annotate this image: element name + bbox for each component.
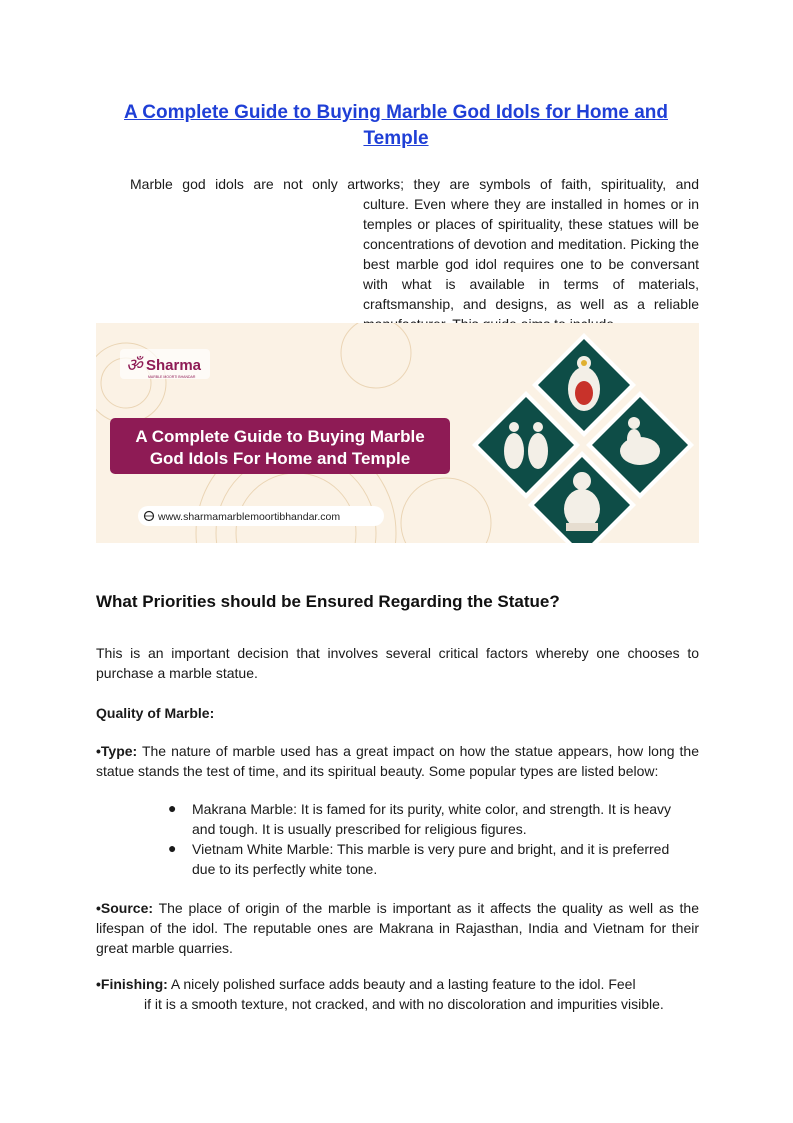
brand-subtitle: MARBLE MOORTI BHANDAR (148, 375, 196, 379)
finishing-text-line1: A nicely polished surface adds beauty and a lasting feature to the idol. Feel (170, 976, 636, 992)
brand-logo (120, 349, 210, 379)
page-title[interactable]: A Complete Guide to Buying Marble God Idols for Home and Temple (124, 102, 668, 149)
section-intro: This is an important decision that involves several critical factors whereby one chooses to purchase a marble statue. (96, 645, 699, 681)
sub-bullet: ● (168, 800, 177, 816)
intro-paragraph: culture. Even where they are installed in homes or in temples or places of spirituality, these statues will be concentrations of devotion and meditation. Picking the best marble god idol requires one to be conversant with what is available in terms of materials, craftsmanship, and designs, as well as a reliable (363, 196, 699, 312)
intro-paragraph-first-line: Marble god idols are not only artworks; they are symbols of faith, spirituality, and (130, 176, 699, 192)
section-heading: What Priorities should be Ensured Regarding the Statue? (96, 592, 560, 611)
sub-bullet: ● (168, 840, 177, 856)
source-text: The place of origin of the marble is important as it affects the quality as well as the lifespan of the idol. The reputable ones are Makrana in Rajasthan, India and Vietnam for their great marble quarries. (96, 900, 700, 956)
bullet: • (96, 743, 101, 759)
source-paragraph (96, 898, 699, 958)
banner-headline-line1: A Complete Guide to Buying Marble (135, 427, 425, 446)
finishing-paragraph (96, 974, 699, 994)
quality-heading: Quality of Marble: (96, 705, 215, 721)
svg-text:ॐ: ॐ (126, 355, 143, 376)
list-item-vietnam: Vietnam White Marble: This marble is very pure and bright, and it is preferred due to its perfectly white tone. (192, 841, 670, 877)
website-url: www.sharmamarblemoortibhandar.com (158, 511, 341, 523)
bullet: • (96, 900, 101, 916)
finishing-label: Finishing: (100, 976, 168, 992)
banner-image (96, 323, 699, 543)
source-label: Source: (100, 900, 154, 916)
bullet: • (96, 976, 101, 992)
list-item-makrana: Makrana Marble: It is famed for its purity, white color, and strength. It is heavy and tough. It is usually prescribed for religious figures. (192, 801, 672, 837)
brand-name: Sharma (146, 357, 202, 374)
type-paragraph (96, 741, 699, 781)
type-label: Type: (100, 743, 138, 759)
finishing-text-continued: if it is a smooth texture, not cracked, and with no discoloration and impurities visible. (144, 996, 664, 1012)
type-text: The nature of marble used has a great impact on how the statue appears, how long the statue stands the test of time, and its spiritual beauty. Some popular types are listed below: (96, 743, 699, 779)
banner-headline-line2: God Idols For Home and Temple (149, 449, 411, 468)
